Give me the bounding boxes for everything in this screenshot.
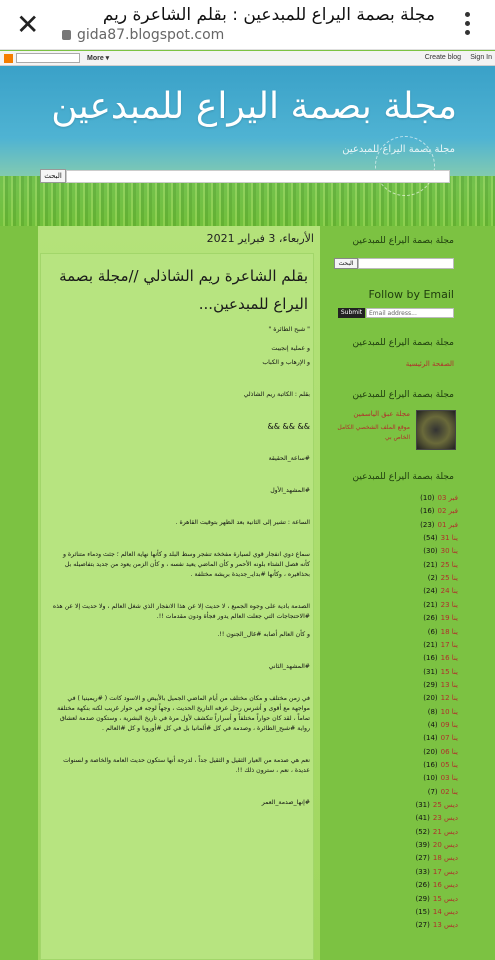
- archive-link[interactable]: ينا 31: [440, 534, 458, 543]
- archive-link[interactable]: ينا 25: [440, 560, 458, 569]
- blog-title[interactable]: مجلة بصمة اليراع للمبدعين: [51, 86, 457, 127]
- blog-name-link[interactable]: مجلة عبق الياسمين: [353, 410, 410, 418]
- email-placeholder: Email address...: [369, 310, 417, 317]
- archive-count: (29): [415, 894, 430, 903]
- archive-link[interactable]: ديس 25: [432, 801, 458, 810]
- archive-item[interactable]: [420, 507, 458, 519]
- blogger-icon[interactable]: [4, 54, 13, 63]
- archive-count: (16): [420, 507, 435, 516]
- create-blog-link[interactable]: Create blog: [424, 54, 461, 61]
- archive-count: (27): [415, 921, 430, 930]
- archive-count: (26): [415, 881, 430, 890]
- archive-item[interactable]: [428, 628, 458, 640]
- navbar-search-input[interactable]: [16, 53, 80, 63]
- archive-item[interactable]: [423, 547, 458, 559]
- archive-link[interactable]: ينا 25: [440, 574, 458, 583]
- archive-count: (29): [423, 680, 438, 689]
- archive-count: (15): [415, 907, 430, 916]
- menu-icon[interactable]: [465, 12, 471, 39]
- archive-count: (23): [420, 520, 435, 529]
- post-paragraph: في زمن مختلف و مكان مختلف من أيام الماضي الجميل بالأبيض و الاسود كانت ( #ريمينيا ) في مواجهة مع أقوى و أشرس رجل عرفه التاريخ الحديث ، وجهاً لوجه في حوار غريب لكنه بنكهة مختلفة تماماً ، لقد كان حواراً مختلفاً و أسراراً تنكشف لأول مرة في تاريخ البشرية ، وستكون صدمة لعشاق رواية #شبح_الطائرة ، وصدمة في كل #ألمانيا بل في كل #أوروبا و كل #العالم .: [57, 695, 310, 732]
- blog-subtitle: مجلة بصمة اليراع للمبدعين: [342, 144, 455, 155]
- archive-item[interactable]: [423, 601, 458, 613]
- archive-link[interactable]: ينا 19: [440, 614, 458, 623]
- post-paragraph: #المشهد_الأول: [270, 487, 310, 494]
- archive-link[interactable]: ينا 03: [440, 774, 458, 783]
- archive-count: (31): [415, 801, 430, 810]
- archive-count: (4): [427, 720, 438, 729]
- page-title: مجلة بصمة اليراع للمبدعين : بقلم الشاعرة ريم: [102, 5, 435, 25]
- archive-link[interactable]: ينا 18: [440, 627, 458, 636]
- archive-item[interactable]: [420, 521, 458, 533]
- archive-link[interactable]: ديس 16: [432, 881, 458, 890]
- archive-item[interactable]: [415, 868, 458, 880]
- submit-button[interactable]: Submit: [338, 308, 365, 318]
- archive-count: (26): [423, 614, 438, 623]
- archive-link[interactable]: ينا 16: [440, 654, 458, 663]
- archive-count: (39): [415, 841, 430, 850]
- archive-count: (20): [423, 747, 438, 756]
- archive-item[interactable]: [428, 788, 458, 800]
- close-icon[interactable]: ✕: [16, 8, 40, 41]
- archive-item[interactable]: [415, 814, 458, 826]
- archive-item[interactable]: [423, 561, 458, 573]
- archive-count: (21): [423, 640, 438, 649]
- email-field[interactable]: [366, 308, 454, 318]
- archive-item[interactable]: [423, 694, 458, 706]
- archive-count: (24): [423, 587, 438, 596]
- archive-item[interactable]: [420, 494, 458, 506]
- archive-count: (54): [423, 534, 438, 543]
- post-paragraph: و كأن العالم أصابه #غال_الجنون !!.: [217, 631, 310, 638]
- archive-link[interactable]: ينا 17: [440, 640, 458, 649]
- archive-link[interactable]: ينا 30: [440, 547, 458, 556]
- archive-link[interactable]: ينا 15: [440, 667, 458, 676]
- archive-count: (21): [423, 600, 438, 609]
- archive-link[interactable]: ديس 20: [432, 841, 458, 850]
- archive-link[interactable]: فبر 03: [437, 494, 458, 502]
- archive-count: (16): [423, 761, 438, 769]
- post-paragraph: بقلم : الكاتبة ريم الشاذلي: [243, 391, 310, 398]
- archive-count: (52): [415, 827, 430, 836]
- archive-item[interactable]: [415, 921, 458, 933]
- post-paragraph: #ساعة_الحقيقة: [268, 455, 310, 462]
- more-menu[interactable]: More ▾: [87, 55, 110, 62]
- lock-icon: [62, 30, 71, 40]
- archive-item[interactable]: [415, 828, 458, 840]
- sidebar-heading-pages: مجلة بصمة اليراع للمبدعين: [352, 338, 454, 348]
- archive-link[interactable]: ينا 05: [440, 761, 458, 769]
- post-paragraph: الساعة : تشير إلى الثانية بعد الظهر بتوقيت القاهرة .: [175, 519, 310, 526]
- sidebar-heading-blogs: مجلة بصمة اليراع للمبدعين: [352, 390, 454, 400]
- archive-count: (16): [423, 654, 438, 663]
- archive-link[interactable]: ديس 13: [432, 921, 458, 930]
- archive-count: (6): [427, 627, 438, 636]
- archive-count: (10): [420, 494, 435, 502]
- archive-item[interactable]: [423, 748, 458, 760]
- archive-link[interactable]: ينا 02: [440, 787, 458, 796]
- archive-link[interactable]: ديس 23: [432, 814, 458, 823]
- archive-link[interactable]: ديس 15: [432, 894, 458, 903]
- archive-item[interactable]: [415, 895, 458, 907]
- archive-link[interactable]: ينا 23: [440, 600, 458, 609]
- archive-link[interactable]: ديس 21: [432, 827, 458, 836]
- archive-link[interactable]: ينا 06: [440, 747, 458, 756]
- blog-card[interactable]: [336, 408, 456, 452]
- archive-item[interactable]: [423, 587, 458, 599]
- archive-item[interactable]: [423, 734, 458, 746]
- post-paragraph: #إنها_صدمة_العمر: [261, 799, 310, 806]
- archive-count: (10): [423, 774, 438, 783]
- archive-item[interactable]: [415, 841, 458, 853]
- archive-count: (2): [427, 574, 438, 583]
- sidebar-heading-search: مجلة بصمة اليراع للمبدعين: [352, 236, 454, 246]
- url-text: gida87.blogspot.com: [77, 27, 225, 43]
- archive-item[interactable]: [423, 774, 458, 786]
- post-title[interactable]: بقلم الشاعرة ريم الشاذلي //مجلة بصمة اليراع للمبدعين...: [59, 267, 308, 313]
- sidebar-heading-archive: مجلة بصمة اليراع للمبدعين: [352, 472, 454, 482]
- archive-link[interactable]: فبر 02: [437, 507, 458, 516]
- archive-count: (8): [427, 707, 438, 716]
- blog-description: موقع الملف الشخصي الكامل الخاص بي: [337, 424, 410, 441]
- archive-count: (41): [415, 814, 430, 823]
- post-paragraph: نعم هي صدمة من العيار الثقيل و الثقيل جداً ، لدرجة أنها ستكون حديث العامة والخاصة و لسنوات عديدة ، نعم ، سترون ذلك !!.: [63, 757, 310, 774]
- archive-link[interactable]: ينا 07: [440, 734, 458, 743]
- archive-link[interactable]: فبر 01: [437, 520, 458, 529]
- archive-item[interactable]: [423, 641, 458, 653]
- archive-item[interactable]: [423, 654, 458, 666]
- blog-header: [0, 66, 495, 226]
- archive-link[interactable]: ديس 14: [432, 907, 458, 916]
- post-paragraph: سماع دوي انفجار قوي لسيارة مفخخة تنفجر وسط البلد و كأنها نهاية العالم ؛ جثث ودماء متناثرة و كأنه فصل الشتاء بلونه الأحمر و كأن الماضي يعيد نفسه ، و كأن الزمن يعود من جديد بتفاصيله بل بحذافيره ، وكأنها #بدايـ_جديدة بريشة مختلفة .: [62, 551, 310, 578]
- archive-item[interactable]: [423, 534, 458, 546]
- post-body: [52, 325, 310, 817]
- archive-count: (31): [423, 667, 438, 676]
- url-bar[interactable]: [62, 27, 224, 43]
- header-search-button[interactable]: البحث: [40, 169, 66, 183]
- archive-link[interactable]: ينا 12: [440, 694, 458, 703]
- archive-item[interactable]: [423, 614, 458, 626]
- archive-item[interactable]: [423, 668, 458, 680]
- post-paragraph: && && &&: [267, 422, 310, 431]
- archive-count: (21): [423, 560, 438, 569]
- archive-count: (33): [415, 867, 430, 876]
- archive-link[interactable]: ينا 10: [440, 707, 458, 716]
- archive-count: (27): [415, 854, 430, 863]
- post-paragraph: الصدمة بادية على وجوه الجميع ، لا حديث إلا عن هذا الانفجار الذي شغل العالم ، ولا حديث إلا عن هذه #الاحتجاجات التي جعلت العالم يدور فجأة ودون مقدمات !!.: [52, 603, 310, 620]
- sidebar-search-input[interactable]: [358, 258, 454, 269]
- home-page-link[interactable]: الصفحة الرئيسية: [405, 360, 454, 368]
- archive-item[interactable]: [428, 708, 458, 720]
- archive-item[interactable]: [428, 574, 458, 586]
- archive-count: (14): [423, 734, 438, 743]
- archive-link[interactable]: ينا 13: [440, 680, 458, 689]
- archive-item[interactable]: [423, 681, 458, 693]
- archive-item[interactable]: [423, 761, 458, 773]
- follow-by-email-title: Follow by Email: [368, 288, 454, 301]
- archive-item[interactable]: [415, 881, 458, 893]
- blogger-navbar: [0, 51, 495, 66]
- archive-count: (20): [423, 694, 438, 703]
- sign-in-link[interactable]: Sign In: [470, 54, 492, 61]
- archive-item[interactable]: [415, 854, 458, 866]
- archive-link[interactable]: ديس 18: [432, 854, 458, 863]
- archive-link[interactable]: ينا 09: [440, 720, 458, 729]
- post-date: الأربعاء، 3 فبراير 2021: [206, 232, 314, 245]
- archive-item[interactable]: [415, 801, 458, 813]
- archive-item[interactable]: [415, 908, 458, 920]
- archive-count: (7): [427, 787, 438, 796]
- post-paragraph: #المشهد_الثاني: [268, 663, 310, 670]
- archive-link[interactable]: ينا 24: [440, 587, 458, 596]
- post-paragraph: و الإرهاب و الكباب: [262, 359, 310, 366]
- post-paragraph: و عملية إنجيبت: [271, 345, 310, 352]
- archive-item[interactable]: [428, 721, 458, 733]
- archive-link[interactable]: ديس 17: [432, 867, 458, 876]
- post-paragraph: " شبح الطائرة ": [268, 326, 310, 333]
- archive-count: (30): [423, 547, 438, 556]
- sidebar-search-button[interactable]: البحث: [334, 258, 358, 269]
- blog-thumbnail[interactable]: [416, 410, 456, 450]
- browser-toolbar: [0, 0, 495, 50]
- header-search-input[interactable]: [66, 170, 450, 183]
